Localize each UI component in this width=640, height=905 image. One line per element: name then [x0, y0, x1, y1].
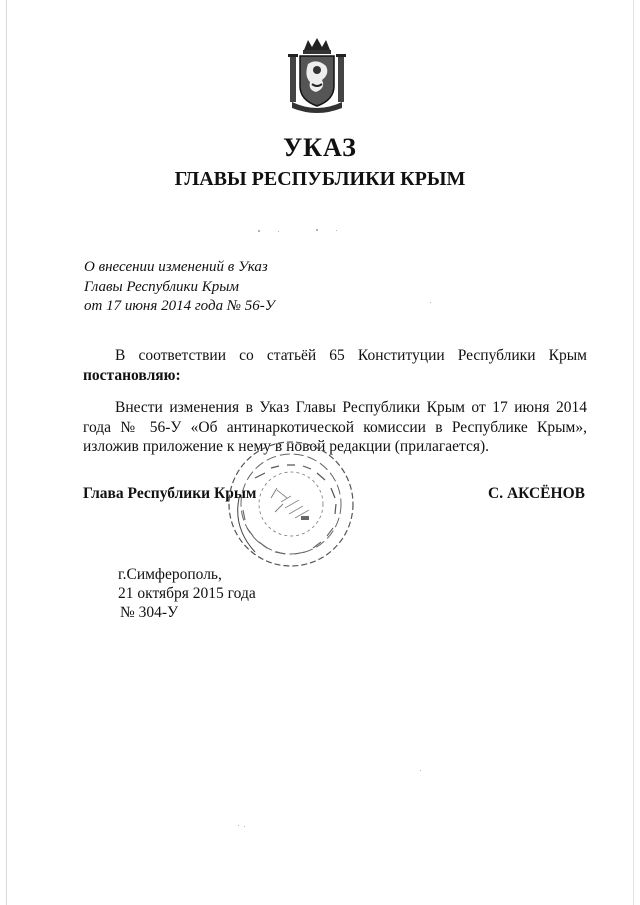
body-text: Внести изменения в Указ Главы Республики Крым от 17 июня 2014 года № 56-У «Об антинаркотической комиссии в Республике Крым», изложив приложение к нему в новой редакции (прилагается). — [83, 399, 587, 455]
document-subject — [84, 258, 384, 317]
document-subtitle: ГЛАВЫ РЕСПУБЛИКИ КРЫМ — [174, 168, 466, 190]
subject-line: от 17 июня 2014 года № 56-У — [84, 298, 275, 314]
document-number: № 304-У — [120, 604, 179, 621]
preamble-paragraph — [83, 346, 587, 385]
official-stamp-icon — [225, 438, 357, 570]
document-date: 21 октября 2015 года — [118, 585, 256, 602]
place-city: г.Симферополь, — [118, 566, 222, 583]
preamble-word: Конституции — [357, 347, 445, 364]
preamble-word: Крым — [548, 347, 587, 364]
signature-name: С. АКСЁНОВ — [488, 485, 585, 502]
signature-position: Глава Республики Крым — [83, 485, 257, 502]
preamble-word: Республики — [457, 347, 536, 364]
resolution-word: постановляю: — [83, 366, 181, 384]
place-date-block — [118, 565, 256, 622]
preamble-word: соответствии — [138, 347, 227, 364]
preamble-word: статьёй — [266, 347, 317, 364]
preamble-word: В — [115, 347, 126, 364]
preamble-word: со — [239, 347, 254, 364]
subject-line: О внесении изменений в Указ — [84, 259, 268, 275]
preamble-word: 65 — [329, 347, 345, 364]
document-title: УКАЗ — [283, 133, 357, 162]
crimea-coat-of-arms-icon — [286, 38, 348, 114]
subject-line: Главы Республики Крым — [84, 278, 239, 295]
